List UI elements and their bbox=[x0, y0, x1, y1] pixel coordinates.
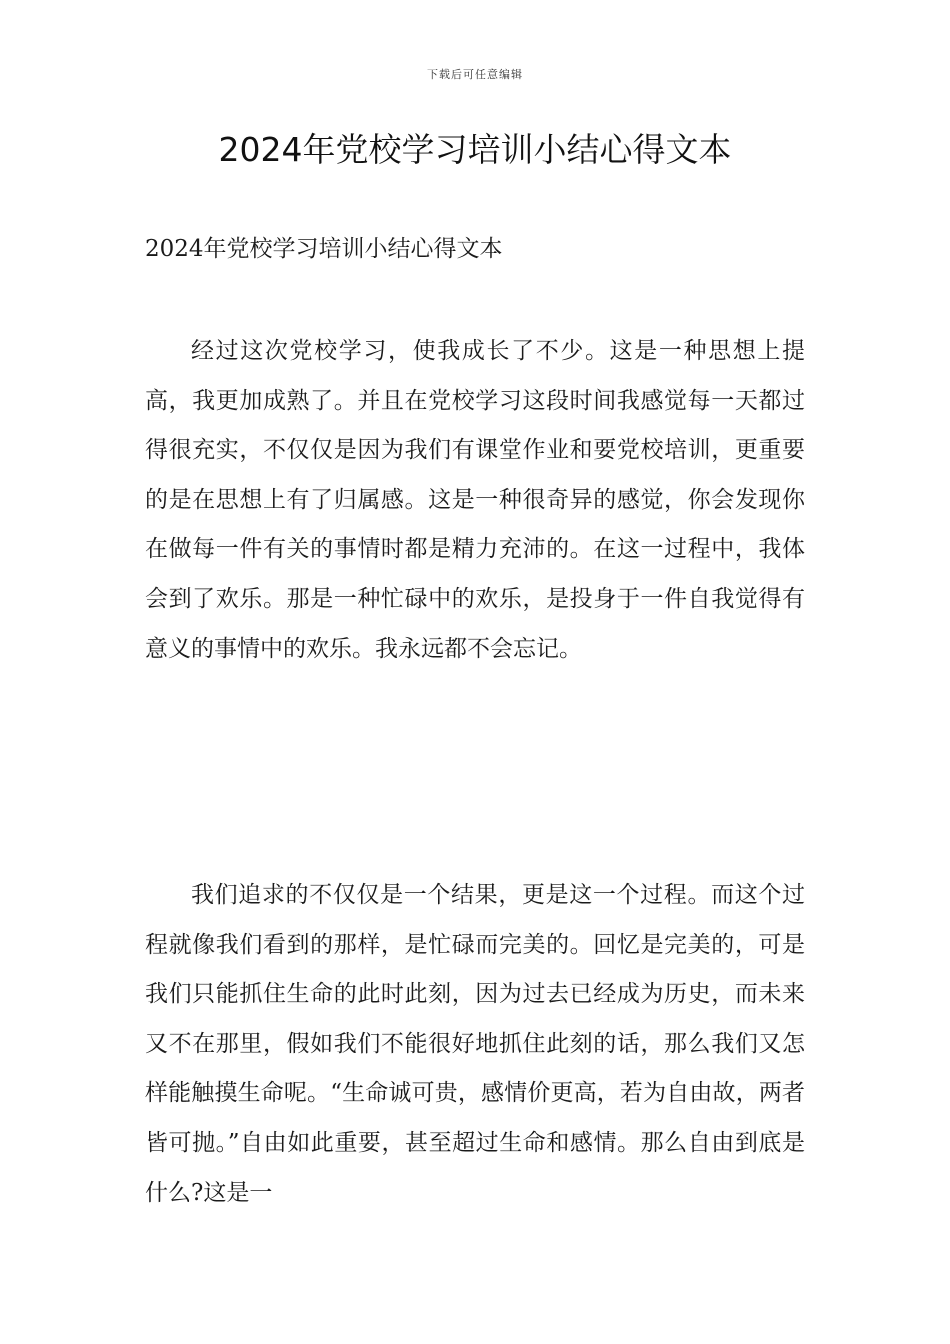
header-note: 下载后可任意编辑 bbox=[427, 68, 523, 81]
paragraph-1: 经过这次党校学习，使我成长了不少。这是一种思想上提高，我更加成熟了。并且在党校学习这段时间我感觉每一天都过得很充实，不仅仅是因为我们有课堂作业和要党校培训，更重要的是在思想上有了归属感。这是一种很奇异的感觉，你会发现你在做每一件有关的事情时都是精力充沛的。在这一过程中，我体会到了欢乐。那是一种忙碌中的欢乐，是投身于一件自我觉得有意义的事情中的欢乐。我永远都不会忘记。 bbox=[145, 338, 805, 662]
document-title: 2024年党校学习培训小结心得文本 bbox=[218, 130, 732, 169]
document-subtitle: 2024年党校学习培训小结心得文本 bbox=[145, 236, 503, 262]
paragraph-2: 我们追求的不仅仅是一个结果，更是这一个过程。而这个过程就像我们看到的那样，是忙碌而完美的。回忆是完美的，可是我们只能抓住生命的此时此刻，因为过去已经成为历史，而未来又不在那里，假如我们不能很好地抓住此刻的话，那么我们又怎样能触摸生命呢。“生命诚可贵，感情价更高，若为自由故，两者皆可抛。”自由如此重要，甚至超过生命和感情。那么自由到底是什么?这是一 bbox=[145, 882, 805, 1206]
